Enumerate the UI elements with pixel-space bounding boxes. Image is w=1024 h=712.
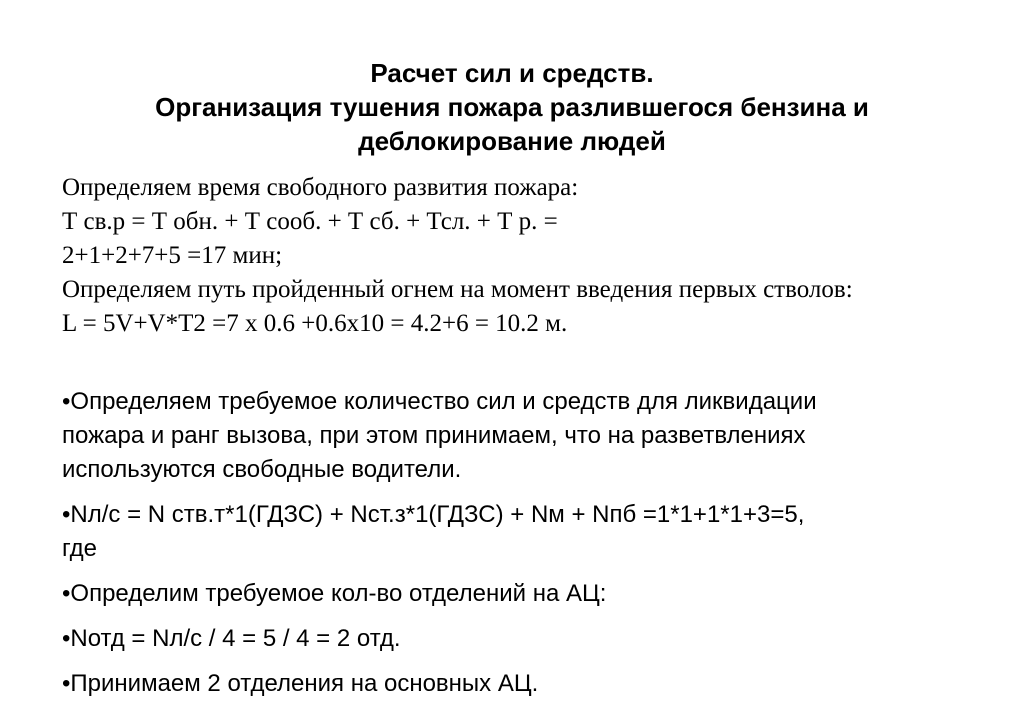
bullet-2-line-2: где	[62, 535, 98, 562]
bullet-marker: •	[62, 388, 71, 415]
bullet-list	[62, 385, 982, 712]
bullet-3-line-1: Определим требуемое кол-во отделений на АЦ:	[70, 580, 607, 607]
calc-line-1: Определяем время свободного развития пожара:	[62, 174, 579, 201]
bullet-item	[62, 385, 982, 487]
bullet-1-line-1: Определяем требуемое количество сил и средств для ликвидации	[70, 388, 817, 415]
bullet-2-line-1: Nл/с = N ств.т*1(ГДЗС) + Nст.з*1(ГДЗС) + Nм + Nпб =1*1+1*1+3=5,	[70, 501, 805, 528]
bullet-marker: •	[62, 501, 71, 528]
bullet-1-line-3: используются свободные водители.	[62, 456, 462, 483]
calc-line-3: 2+1+2+7+5 =17 мин;	[62, 242, 283, 269]
bullet-item	[62, 577, 982, 611]
bullet-item	[62, 667, 982, 701]
bullet-4-line-1: Nотд = Nл/с / 4 = 5 / 4 = 2 отд.	[70, 625, 401, 652]
bullet-item	[62, 498, 982, 566]
slide-title	[60, 56, 964, 158]
bullet-marker: •	[62, 625, 71, 652]
title-line-1: Расчет сил и средств.	[370, 58, 654, 88]
bullet-item	[62, 622, 982, 656]
bullet-1-line-2: пожара и ранг вызова, при этом принимаем, что на разветвлениях	[62, 422, 806, 449]
bullet-5-line-1: Принимаем 2 отделения на основных АЦ.	[70, 670, 539, 697]
title-line-3: деблокирование людей	[358, 126, 666, 156]
bullet-marker: •	[62, 670, 71, 697]
calc-line-2: Т св.р = Т обн. + Т сооб. + Т сб. + Тсл. + Т р. =	[62, 208, 558, 235]
bullet-marker: •	[62, 580, 71, 607]
calculation-block	[62, 171, 1002, 341]
title-line-2: Организация тушения пожара разлившегося бензина и	[155, 92, 869, 122]
calc-line-4: Определяем путь пройденный огнем на момент введения первых стволов:	[62, 276, 853, 303]
calc-line-5: L = 5V+V*T2 =7 х 0.6 +0.6х10 = 4.2+6 = 10.2 м.	[62, 310, 568, 337]
